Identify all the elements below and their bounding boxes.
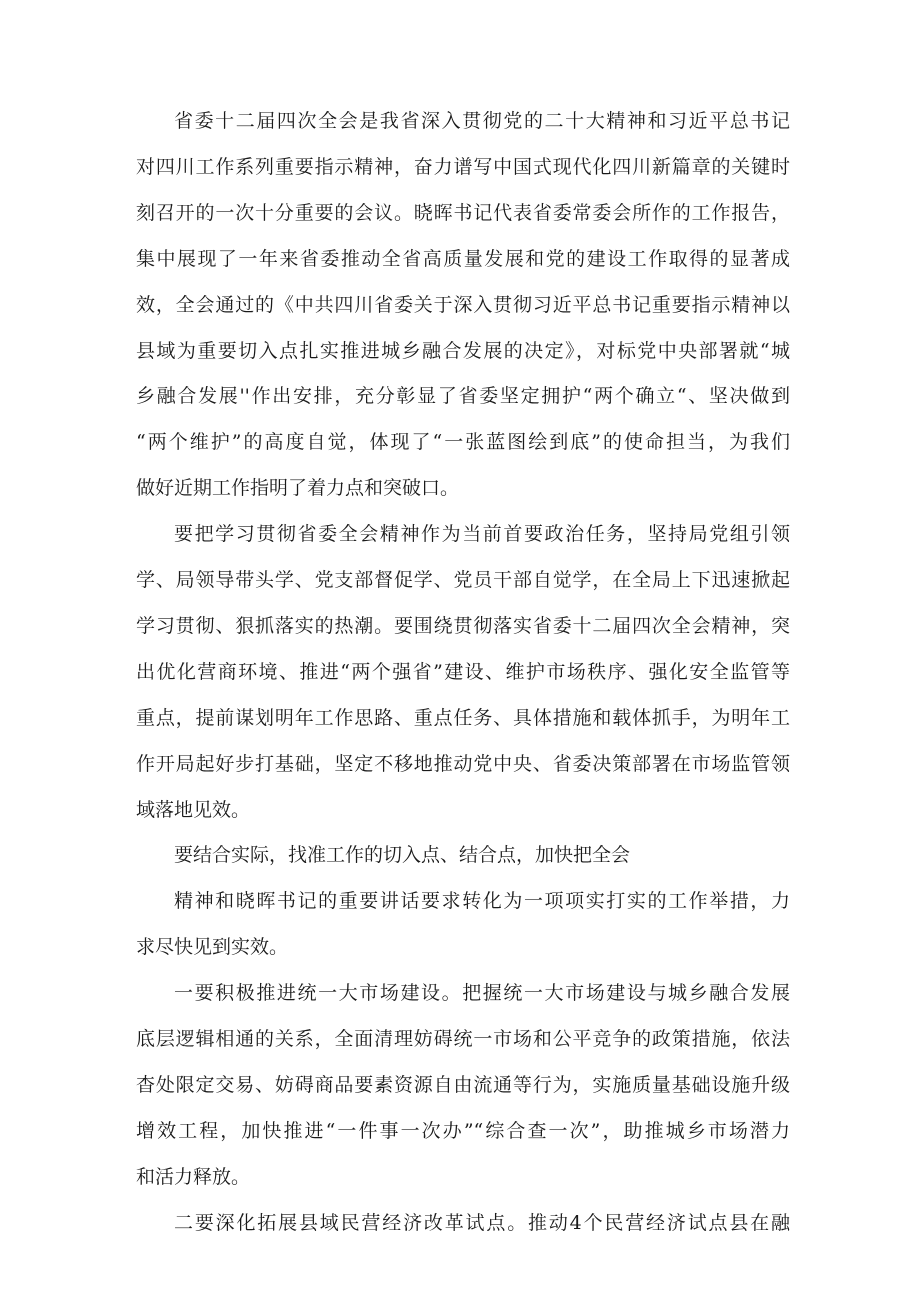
text-line: 出优化营商环境、推进“两个强省”建设、维护市场秩序、强化安全监管等 bbox=[136, 661, 790, 683]
text-line: 一要积极推进统一大市场建设。把握统一大市场建设与城乡融合发展 bbox=[174, 982, 790, 1004]
text-line: 学习贯彻、狠抓落实的热潮。要围绕贯彻落实省委十二届四次全会精神，突 bbox=[136, 615, 790, 637]
text-line: 增效工程，加快推进“一件事一次办”“综合查一次”，助推城乡市场潜力 bbox=[136, 1120, 790, 1142]
text-line: 域落地见效。 bbox=[136, 799, 251, 821]
text-line: 刻召开的一次十分重要的会议。晓晖书记代表省委常委会所作的工作报告， bbox=[136, 202, 790, 224]
text-line: 省委十二届四次全会是我省深入贯彻党的二十大精神和习近平总书记 bbox=[174, 110, 790, 132]
text-line: 要结合实际，找准工作的切入点、结合点，加快把全会 bbox=[174, 844, 631, 866]
text-line: 二要深化拓展县域民营经济改革试点。推动4个民营经济试点县在融 bbox=[174, 1212, 790, 1234]
text-line: 效，全会通过的《中共四川省委关于深入贯彻习近平总书记重要指示精神以 bbox=[136, 294, 790, 316]
text-line: 求尽快见到实效。 bbox=[136, 936, 289, 958]
text-line: 重点，提前谋划明年工作思路、重点任务、具体措施和载体抓手，为明年工 bbox=[136, 707, 790, 729]
text-line: 学、局领导带头学、党支部督促学、党员干部自觉学，在全局上下迅速掀起 bbox=[136, 569, 790, 591]
text-line: 要把学习贯彻省委全会精神作为当前首要政治任务，坚持局党组引领 bbox=[174, 523, 790, 545]
text-line: 县域为重要切入点扎实推进城乡融合发展的决定》，对标党中央部署就“城 bbox=[136, 340, 790, 362]
text-line: “两个维护”的高度自觉，体现了“一张蓝图绘到底”的使命担当，为我们 bbox=[136, 431, 790, 453]
text-line: 对四川工作系列重要指示精神，奋力谱写中国式现代化四川新篇章的关键时 bbox=[136, 156, 790, 178]
text-line: 和活力释放。 bbox=[136, 1166, 251, 1188]
text-line: 杳处限定交易、妨碍商品要素资源自由流通等行为，实施质量基础设施升级 bbox=[136, 1074, 790, 1096]
text-line: 集中展现了一年来省委推动全省高质量发展和党的建设工作取得的显著成 bbox=[136, 248, 790, 270]
text-line: 作开局起好步打基础，坚定不移地推动党中央、省委决策部署在市场监管领 bbox=[136, 753, 790, 775]
text-line: 精神和晓晖书记的重要讲话要求转化为一项项实打实的工作举措，力 bbox=[174, 890, 790, 912]
text-line: 底层逻辑相通的关系，全面清理妨碍统一市场和公平竞争的政策措施，依法 bbox=[136, 1028, 790, 1050]
text-line: 乡融合发展''作出安排，充分彰显了省委坚定拥护“两个确立“、坚决做到 bbox=[136, 385, 790, 407]
text-line: 做好近期工作指明了着力点和突破口。 bbox=[136, 477, 460, 499]
